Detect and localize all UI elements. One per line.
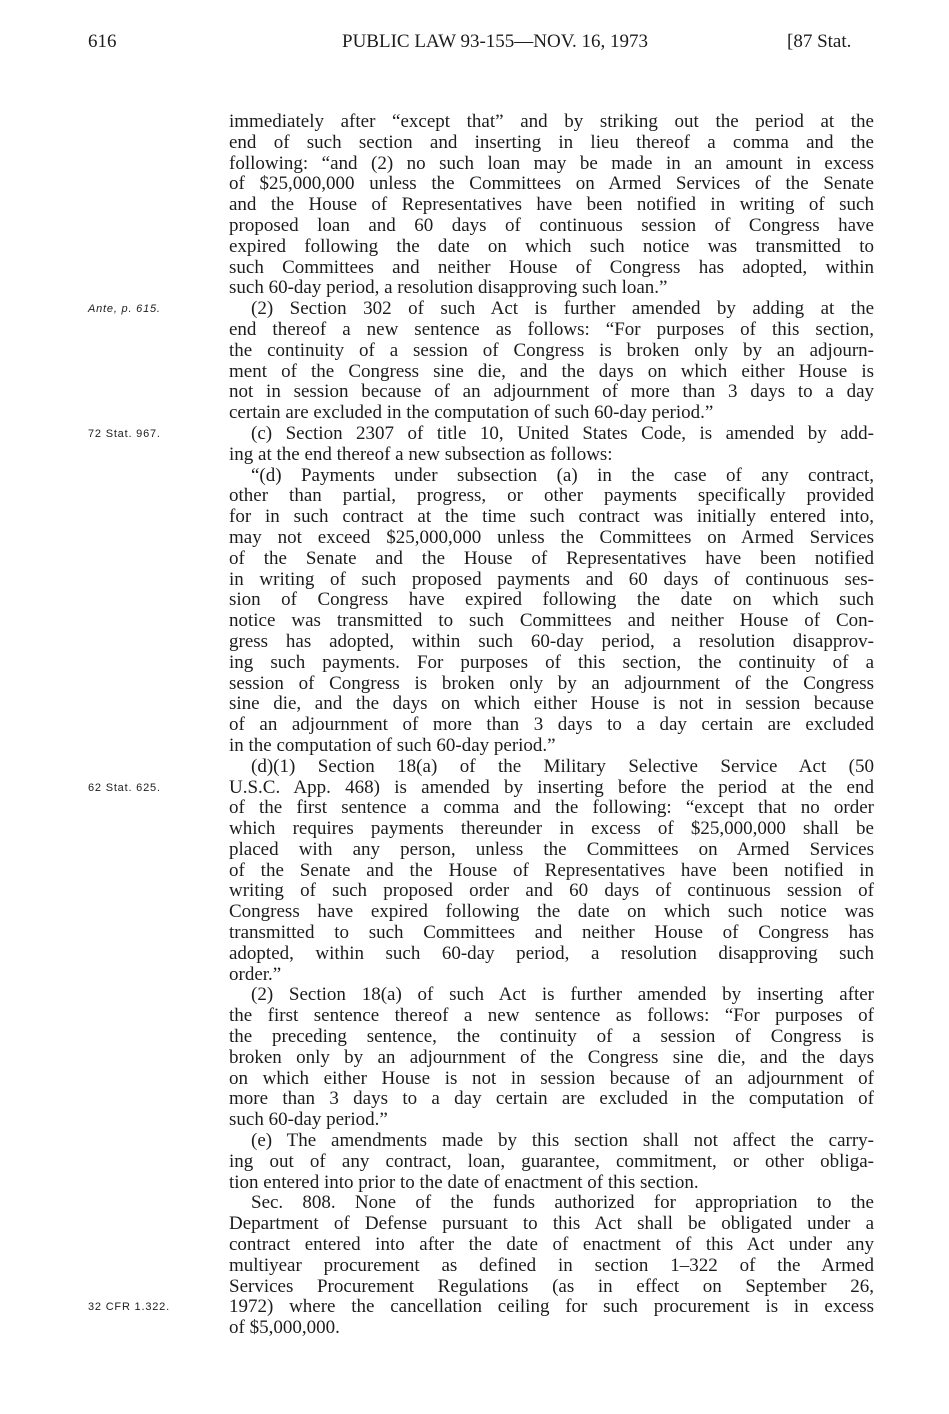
text-line bbox=[229, 466, 874, 487]
text-line-content: Department of Defense pursuant to this Act shall be obligated under a bbox=[229, 1213, 874, 1235]
text-line-content: such 60-day period, a resolution disapproving such loan.” bbox=[229, 277, 668, 299]
text-line-content: may not exceed $25,000,000 unless the Committees on Armed Services bbox=[229, 526, 874, 548]
text-line bbox=[229, 195, 874, 216]
text-line bbox=[229, 528, 874, 549]
text-line-content: (2) Section 302 of such Act is further amended by adding at the bbox=[251, 298, 874, 320]
text-line bbox=[229, 902, 874, 923]
text-line-content: of $25,000,000 unless the Committees on Armed Services of the Senate bbox=[229, 173, 874, 195]
text-line bbox=[229, 632, 874, 653]
text-line-content: ing such payments. For purposes of this section, the continuity of a bbox=[229, 651, 874, 673]
margin-note: 72 Stat. 967. bbox=[88, 427, 161, 440]
page-number: 616 bbox=[88, 31, 117, 52]
text-line bbox=[229, 341, 874, 362]
text-line-content: ing at the end thereof a new subsection as follows: bbox=[229, 443, 613, 465]
text-line-content: ing out of any contract, loan, guarantee, commitment, or other obliga- bbox=[229, 1150, 874, 1172]
text-line bbox=[229, 1235, 874, 1256]
text-line-content: immediately after “except that” and by striking out the period at the bbox=[229, 111, 874, 132]
text-line bbox=[229, 944, 874, 965]
text-line bbox=[229, 1256, 874, 1277]
text-line bbox=[88, 422, 874, 445]
text-line bbox=[229, 549, 874, 570]
text-line bbox=[229, 881, 874, 902]
text-line bbox=[229, 611, 874, 632]
text-line-content: broken only by an adjournment of the Congress sine die, and the days bbox=[229, 1046, 874, 1068]
text-line-content: notice was transmitted to such Committees and neither House of Con- bbox=[229, 610, 874, 632]
text-line bbox=[229, 1089, 874, 1110]
text-line bbox=[229, 653, 874, 674]
text-line bbox=[229, 486, 874, 507]
text-line-content: contract entered into after the date of enactment of this Act under any bbox=[229, 1234, 874, 1256]
text-line bbox=[229, 1173, 874, 1194]
text-line-content: such Committees and neither House of Congress has adopted, within bbox=[229, 256, 874, 278]
text-line bbox=[229, 985, 874, 1006]
text-line-content: end of such section and inserting in lieu thereof a comma and the bbox=[229, 131, 874, 153]
text-line bbox=[229, 798, 874, 819]
text-line-content: session of Congress is broken only by an adjournment of the Congress bbox=[229, 672, 874, 694]
text-line bbox=[229, 840, 874, 861]
text-line-content: end thereof a new sentence as follows: “For purposes of this section, bbox=[229, 318, 874, 340]
text-line bbox=[229, 1131, 874, 1152]
text-line-content: order.” bbox=[229, 963, 282, 985]
text-line-content: not in session because of an adjournment of more than 3 days to a day bbox=[229, 381, 874, 403]
text-line bbox=[229, 1318, 874, 1339]
text-line-content: more than 3 days to a day certain are excluded in the computation of bbox=[229, 1088, 874, 1110]
text-line-content: writing of such proposed order and 60 days of continuous session of bbox=[229, 880, 874, 902]
text-line bbox=[229, 154, 874, 175]
text-line-content: of the Senate and the House of Representatives have been notified in bbox=[229, 859, 874, 881]
text-line-content: (d)(1) Section 18(a) of the Military Selective Service Act (50 bbox=[251, 755, 874, 777]
text-line bbox=[229, 320, 874, 341]
text-line bbox=[229, 923, 874, 944]
text-line bbox=[229, 1069, 874, 1090]
text-line-content: of an adjournment of more than 3 days to a day certain are excluded bbox=[229, 714, 874, 736]
text-line-content: transmitted to such Committees and neither House of Congress has bbox=[229, 922, 874, 944]
text-line bbox=[229, 1277, 874, 1298]
text-line-content: of the first sentence a comma and the following: “except that no order bbox=[229, 797, 874, 819]
text-line-content: on which either House is not in session because of an adjournment of bbox=[229, 1067, 874, 1089]
text-line-content: expired following the date on which such notice was transmitted to bbox=[229, 235, 874, 257]
text-line-content: of the Senate and the House of Representatives have been notified bbox=[229, 547, 874, 569]
text-line bbox=[229, 112, 874, 133]
text-line bbox=[88, 776, 874, 799]
text-line bbox=[229, 1214, 874, 1235]
margin-note: 62 Stat. 625. bbox=[88, 781, 161, 794]
text-line bbox=[229, 1006, 874, 1027]
text-line bbox=[229, 736, 874, 757]
text-line-content: (e) The amendments made by this section shall not affect the carry- bbox=[251, 1130, 874, 1152]
text-line-content: and the House of Representatives have been notified in writing of such bbox=[229, 194, 874, 216]
text-line-content: the preceding sentence, the continuity of a session of Congress is bbox=[229, 1026, 874, 1048]
text-line-content: Congress have expired following the date on which such notice was bbox=[229, 901, 874, 923]
text-line-content: “(d) Payments under subsection (a) in the case of any contract, bbox=[251, 464, 874, 486]
text-line-content: other than partial, progress, or other payments specifically provided bbox=[229, 485, 874, 507]
text-line bbox=[229, 570, 874, 591]
text-line-content: certain are excluded in the computation of such 60-day period.” bbox=[229, 402, 714, 424]
document-body bbox=[88, 111, 874, 1339]
text-line bbox=[229, 965, 874, 986]
text-line-content: placed with any person, unless the Committees on Armed Services bbox=[229, 838, 874, 860]
text-line-content: proposed loan and 60 days of continuous session of Congress have bbox=[229, 214, 874, 236]
text-line bbox=[229, 237, 874, 258]
text-line bbox=[229, 1110, 874, 1131]
text-line bbox=[229, 1048, 874, 1069]
text-line bbox=[229, 445, 874, 466]
text-line-content: in writing of such proposed payments and 60 days of continuous ses- bbox=[229, 568, 874, 590]
text-line bbox=[229, 1027, 874, 1048]
text-line-content: adopted, within such 60-day period, a resolution disapproving such bbox=[229, 942, 874, 964]
text-line-content: Services Procurement Regulations (as in effect on September 26, bbox=[229, 1275, 874, 1297]
text-line bbox=[229, 258, 874, 279]
text-line bbox=[229, 1152, 874, 1173]
text-line bbox=[88, 298, 874, 320]
text-line-content: for in such contract at the time such contract was initially entered into, bbox=[229, 506, 874, 528]
text-line bbox=[229, 362, 874, 383]
text-line-content: the first sentence thereof a new sentence as follows: “For purposes of bbox=[229, 1005, 874, 1027]
text-line bbox=[88, 1296, 874, 1318]
text-line-content: such 60-day period.” bbox=[229, 1109, 388, 1131]
text-line-content: 1972) where the cancellation ceiling for such procurement is in excess bbox=[229, 1296, 874, 1318]
text-line bbox=[229, 715, 874, 736]
text-line-content: (2) Section 18(a) of such Act is further amended by inserting after bbox=[251, 984, 874, 1006]
text-line-content: which requires payments thereunder in excess of $25,000,000 shall be bbox=[229, 818, 874, 840]
text-line bbox=[229, 403, 874, 424]
text-line bbox=[229, 861, 874, 882]
text-line-content: sion of Congress have expired following the date on which such bbox=[229, 589, 874, 611]
margin-note: 32 CFR 1.322. bbox=[88, 1301, 170, 1314]
text-line bbox=[229, 216, 874, 237]
statute-volume: [87 Stat. bbox=[787, 31, 852, 52]
text-line-content: Sec. 808. None of the funds authorized for appropriation to the bbox=[251, 1192, 874, 1214]
text-line bbox=[229, 507, 874, 528]
text-line bbox=[229, 174, 874, 195]
text-line-content: tion entered into prior to the date of enactment of this section. bbox=[229, 1171, 699, 1193]
text-line-content: gress has adopted, within such 60-day period, a resolution disapprov- bbox=[229, 630, 874, 652]
text-line bbox=[229, 694, 874, 715]
text-line-content: the continuity of a session of Congress is broken only by an adjourn- bbox=[229, 339, 874, 361]
text-line bbox=[229, 382, 874, 403]
text-line bbox=[229, 757, 874, 778]
text-line-content: ment of the Congress sine die, and the days on which either House is bbox=[229, 360, 874, 382]
text-line bbox=[229, 819, 874, 840]
text-line bbox=[229, 590, 874, 611]
text-line-content: in the computation of such 60-day period.” bbox=[229, 734, 556, 756]
text-line bbox=[229, 133, 874, 154]
margin-note: Ante, p. 615. bbox=[88, 303, 161, 316]
text-line bbox=[229, 1193, 874, 1214]
text-line bbox=[229, 674, 874, 695]
running-header-title: PUBLIC LAW 93-155—NOV. 16, 1973 bbox=[342, 31, 649, 52]
text-line-content: following: “and (2) no such loan may be made in an amount in excess bbox=[229, 152, 874, 174]
text-line-content: U.S.C. App. 468) is amended by inserting before the period at the end bbox=[229, 776, 874, 798]
text-line bbox=[229, 278, 874, 299]
text-line-content: sine die, and the days on which either House is not in session because bbox=[229, 693, 874, 715]
text-line-content: multiyear procurement as defined in section 1–322 of the Armed bbox=[229, 1254, 874, 1276]
text-line-content: of $5,000,000. bbox=[229, 1317, 340, 1339]
text-line-content: (c) Section 2307 of title 10, United States Code, is amended by add- bbox=[251, 422, 874, 444]
